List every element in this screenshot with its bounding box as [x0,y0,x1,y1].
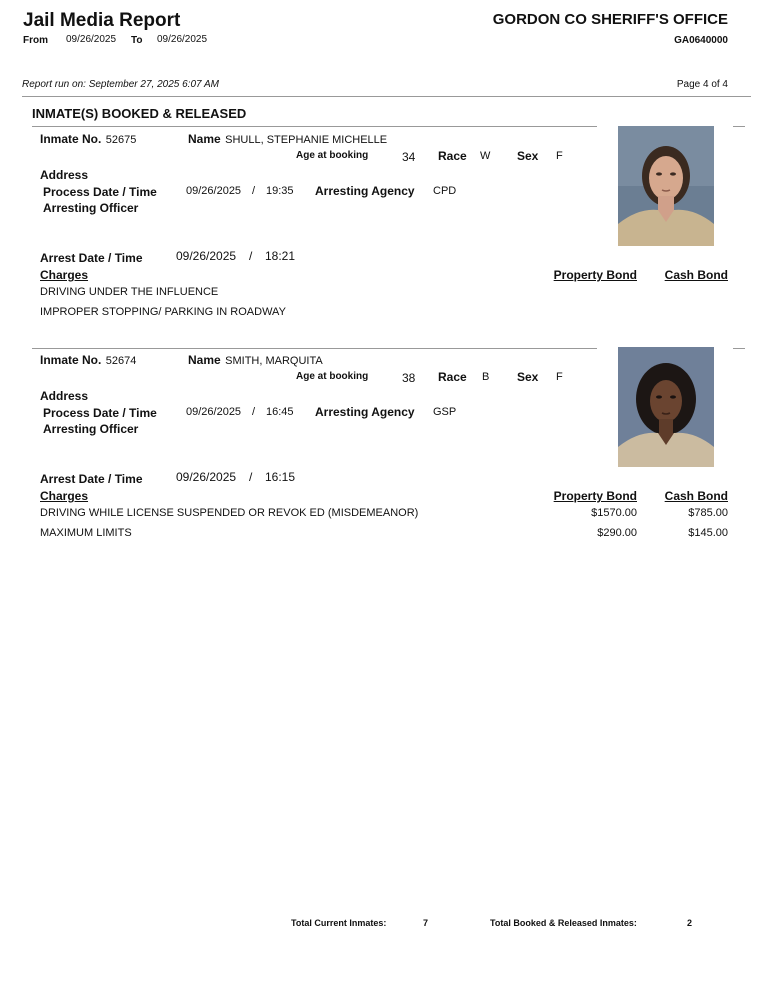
race-label: Race [438,370,467,384]
page-number: Page 4 of 4 [676,79,728,90]
total-released-label: Total Booked & Released Inmates: [490,918,637,928]
property-bond-value: $1570.00 [591,507,637,519]
agency-label: Arresting Agency [315,405,415,419]
age-label: Age at booking [296,150,369,161]
charge-description: IMPROPER STOPPING/ PARKING IN ROADWAY [40,306,286,318]
inmate-no-label: Inmate No. [40,353,102,367]
inmate-name: SMITH, MARQUITA [225,355,323,367]
report-title: Jail Media Report [23,10,181,31]
arrest-time: 16:15 [265,470,296,484]
inmate-name: SHULL, STEPHANIE MICHELLE [225,134,388,146]
cash-bond-value: $145.00 [688,527,728,539]
charges-header: Charges [40,268,89,282]
arrest-datetime-label: Arrest Date / Time [40,251,143,265]
process-date: 09/26/2025 [186,185,242,197]
sex-value: F [556,371,563,383]
process-time: 16:45 [266,406,294,418]
inmate-no-value: 52675 [105,134,137,146]
record-divider [32,126,597,127]
age-value: 34 [402,150,416,164]
section-title: INMATE(S) BOOKED & RELEASED [32,106,247,121]
address-label: Address [40,168,89,182]
race-value: B [482,371,490,383]
age-value: 38 [402,371,416,385]
slash: / [249,470,253,484]
name-label: Name [188,132,221,146]
slash: / [252,185,256,197]
from-date: 09/26/2025 [66,34,117,45]
property-bond-header: Property Bond [553,268,637,282]
sex-label: Sex [517,370,539,384]
office-name: GORDON CO SHERIFF'S OFFICE [492,11,728,28]
officer-label: Arresting Officer [43,422,139,436]
charge-description: DRIVING WHILE LICENSE SUSPENDED OR REVOK ED (MISDEMEANOR) [40,507,419,519]
arrest-datetime-label: Arrest Date / Time [40,472,143,486]
process-label: Process Date / Time [43,185,157,199]
officer-label: Arresting Officer [43,201,139,215]
agency-value: CPD [433,185,457,197]
cash-bond-header: Cash Bond [664,268,728,282]
property-bond-header: Property Bond [553,489,637,503]
process-time: 19:35 [266,185,294,197]
property-bond-value: $290.00 [597,527,637,539]
arrest-date: 09/26/2025 [176,470,237,484]
to-label: To [131,35,143,46]
office-ori: GA0640000 [674,35,728,46]
inmate-photo [618,126,714,246]
cash-bond-value: $785.00 [688,507,728,519]
record-divider [733,126,745,127]
header-divider [22,96,751,97]
record-divider [32,348,597,349]
agency-value: GSP [433,406,457,418]
total-released-value: 2 [687,918,693,928]
inmate-no-label: Inmate No. [40,132,102,146]
slash: / [252,406,256,418]
charge-description: MAXIMUM LIMITS [40,527,132,539]
sex-value: F [556,150,563,162]
to-date: 09/26/2025 [157,34,208,45]
race-label: Race [438,149,467,163]
cash-bond-header: Cash Bond [664,489,728,503]
charges-header: Charges [40,489,89,503]
race-value: W [480,150,491,162]
charge-description: DRIVING UNDER THE INFLUENCE [40,286,219,298]
sex-label: Sex [517,149,539,163]
slash: / [249,249,253,263]
agency-label: Arresting Agency [315,184,415,198]
from-label: From [23,35,48,46]
arrest-date: 09/26/2025 [176,249,237,263]
address-label: Address [40,389,89,403]
name-label: Name [188,353,221,367]
process-label: Process Date / Time [43,406,157,420]
record-divider [733,348,745,349]
total-current-value: 7 [423,918,429,928]
process-date: 09/26/2025 [186,406,242,418]
arrest-time: 18:21 [265,249,296,263]
total-current-label: Total Current Inmates: [291,918,387,928]
inmate-photo [618,347,714,467]
inmate-no-value: 52674 [105,355,137,367]
report-run-on: Report run on: September 27, 2025 6:07 AM [22,79,219,90]
age-label: Age at booking [296,371,369,382]
